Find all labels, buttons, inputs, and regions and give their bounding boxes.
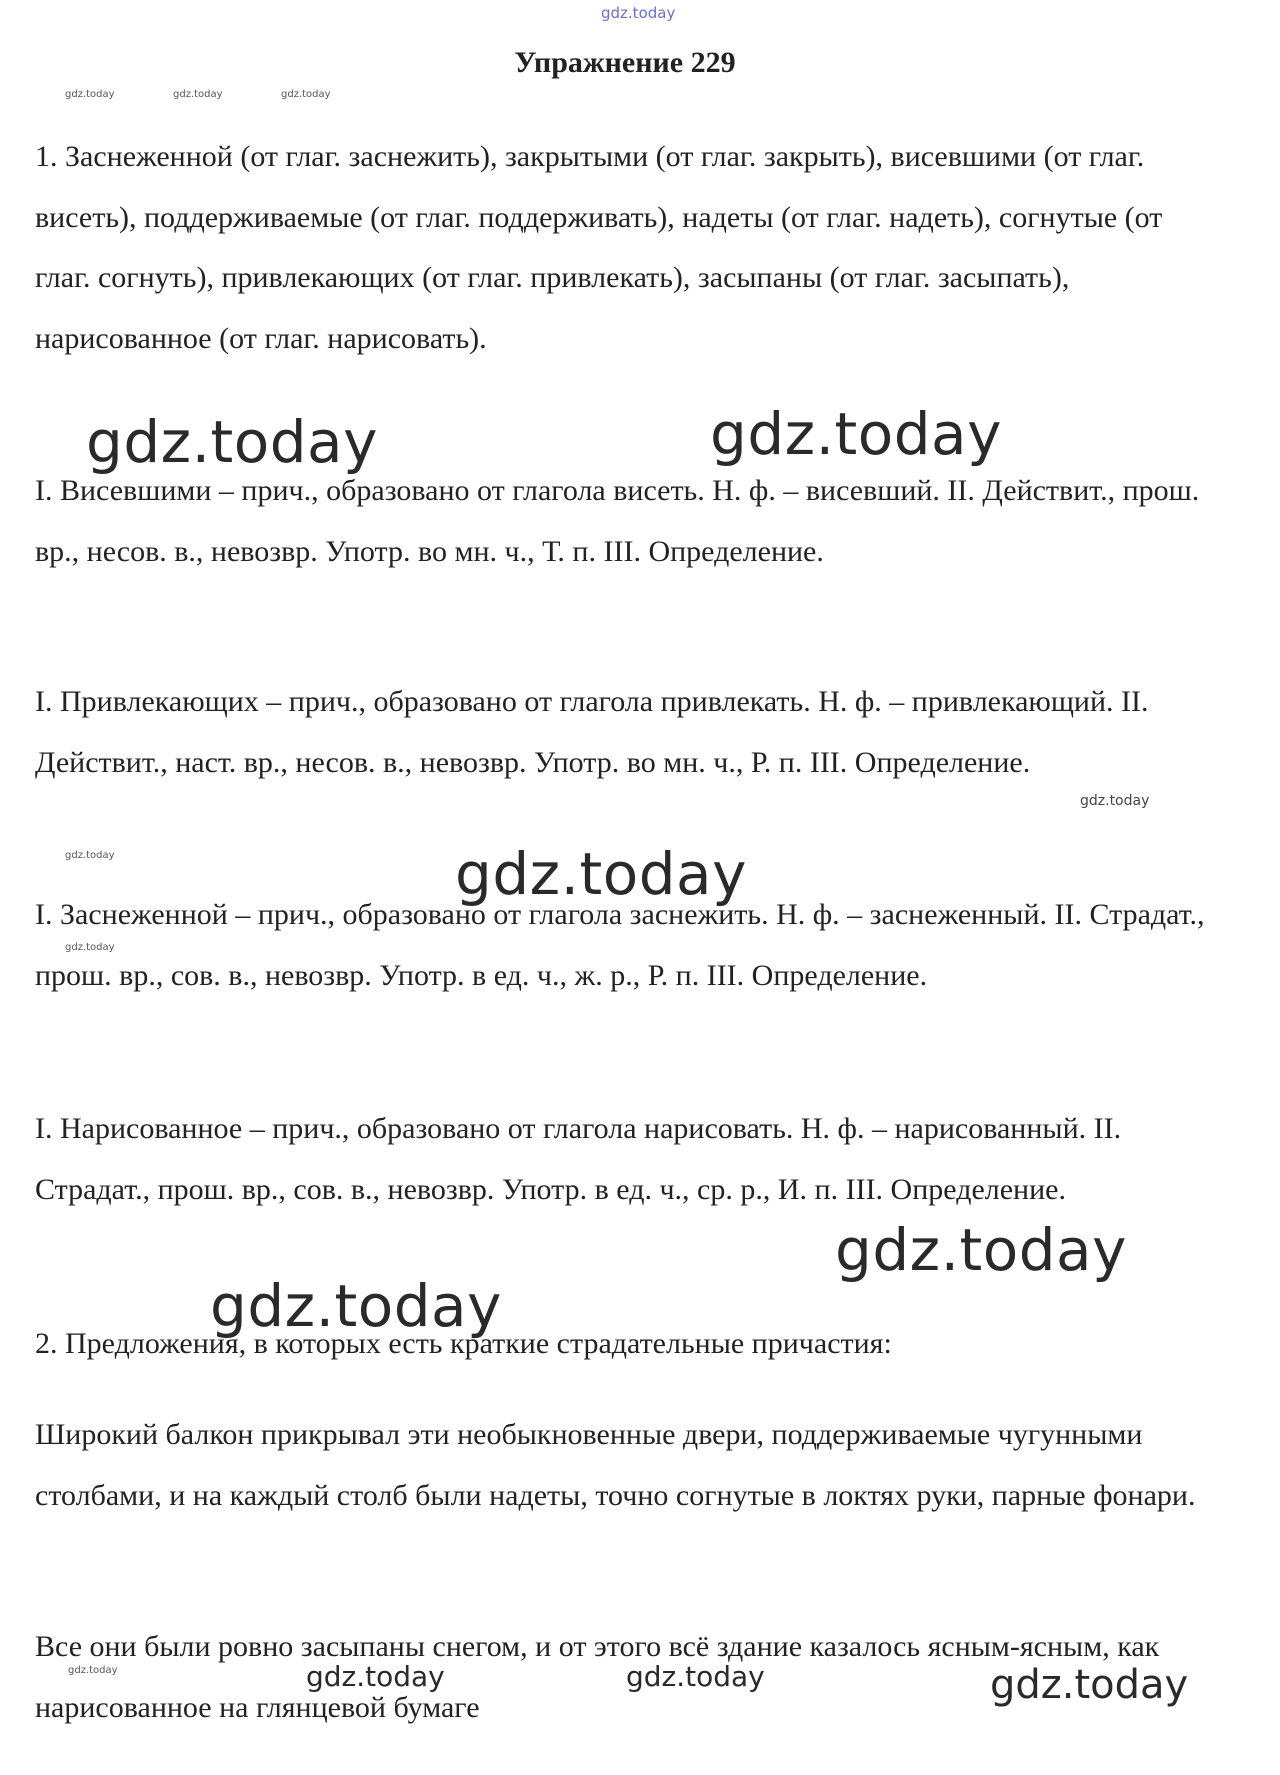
paragraph-7: Широкий балкон прикрывал эти необыкновенные двери, поддерживаемые чугунными столбами, и на каждый столб были надеты, точно согнутые в локтях руки, парные фонари. (35, 1418, 1196, 1512)
watermark-top: gdz.today (601, 4, 676, 22)
watermark-medium-3: gdz.today (990, 1662, 1189, 1708)
watermark-tiny-3: gdz.today (281, 89, 331, 100)
paragraph-1: 1. Заснеженной (от глаг. заснежить), закрытыми (от глаг. закрыть), висевшими (от глаг. висеть), поддерживаемые (от глаг. поддерживать), надеты (от глаг. надеть), согнутые (от глаг. согнуть), привлекающих (от глаг. привлекать), засыпаны (от глаг. засыпать), нарисованное (от глаг. нарисовать). (35, 140, 1163, 355)
page-title: Упражнение 229 (514, 46, 736, 79)
watermark-medium-2: gdz.today (626, 1660, 765, 1693)
paragraph-8: Все они были ровно засыпаны снегом, и от этого всё здание казалось ясным-ясным, как нарисованное на глянцевой бумаге (35, 1630, 1160, 1724)
paragraph-3: I. Привлекающих – прич., образовано от глагола привлекать. Н. ф. – привлекающий. II. Действит., наст. вр., несов. в., невозвр. Употр. во мн. ч., Р. п. III. Определение. (35, 685, 1149, 779)
watermark-tiny-1: gdz.today (65, 89, 115, 100)
paragraph-5: I. Нарисованное – прич., образовано от глагола нарисовать. Н. ф. – нарисованный. II. Страдат., прош. вр., сов. в., невозвр. Употр. в ед. ч., ср. р., И. п. III. Определение. (35, 1112, 1122, 1206)
watermark-large-4: gdz.today (835, 1216, 1127, 1284)
watermark-small-1: gdz.today (1080, 793, 1150, 809)
watermark-large-3: gdz.today (455, 840, 747, 908)
watermark-tiny-4: gdz.today (65, 850, 115, 861)
watermark-large-1: gdz.today (86, 408, 378, 476)
paragraph-6: 2. Предложения, в которых есть краткие страдательные причастия: (35, 1327, 892, 1360)
watermark-tiny-6: gdz.today (68, 1665, 118, 1676)
watermark-tiny-2: gdz.today (173, 89, 223, 100)
watermark-medium-1: gdz.today (306, 1660, 445, 1693)
paragraph-4: I. Заснеженной – прич., образовано от глагола заснежить. Н. ф. – заснеженный. II. Страдат., прош. вр., сов. в., невозвр. Употр. в ед. ч., ж. р., Р. п. III. Определение. (35, 898, 1205, 992)
watermark-tiny-5: gdz.today (65, 942, 115, 953)
watermark-large-2: gdz.today (710, 400, 1002, 468)
paragraph-2: I. Висевшими – прич., образовано от глагола висеть. Н. ф. – висевший. II. Действит., прош. вр., несов. в., невозвр. Употр. во мн. ч., Т. п. III. Определение. (35, 474, 1200, 568)
watermark-large-5: gdz.today (210, 1272, 502, 1340)
